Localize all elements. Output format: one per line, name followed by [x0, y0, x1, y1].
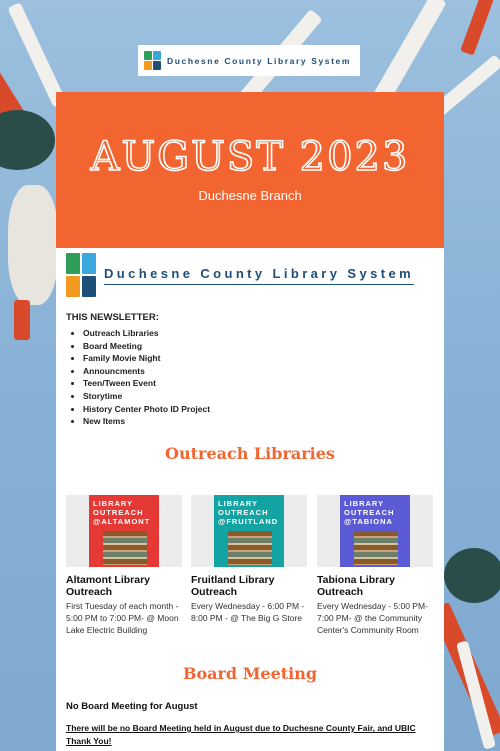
- card-title: Altamont Library Outreach: [66, 574, 151, 598]
- contents-item: • Outreach Libraries: [83, 327, 210, 340]
- hero-banner: [56, 92, 444, 248]
- branch-subtitle: Duchesne Branch: [198, 188, 302, 203]
- poster-image[interactable]: [66, 495, 182, 567]
- books-icon: [228, 531, 272, 565]
- books-icon: [103, 531, 147, 565]
- outreach-card-tabiona[interactable]: [317, 495, 435, 636]
- contents-item: • New Items: [83, 415, 210, 428]
- outreach-card-altamont[interactable]: [66, 495, 184, 636]
- brand-banner: [66, 253, 414, 297]
- poster-text: LIBRARY OUTREACH @FRUITLAND: [218, 499, 279, 526]
- contents-item: • Announcments: [83, 365, 210, 378]
- poster: [340, 495, 410, 567]
- poster-image[interactable]: [317, 495, 433, 567]
- header-logo[interactable]: [138, 45, 360, 76]
- board-thanks: Thank You!: [66, 735, 112, 746]
- card-description: First Tuesday of each month - 5:00 PM to 7:00 PM- @ Moon Lake Electric Building: [66, 601, 179, 635]
- newsletter-title: AUGUST 2023: [90, 134, 410, 180]
- board-meeting-notice: [66, 701, 434, 747]
- contents-item: • Family Movie Night: [83, 352, 210, 365]
- board-detail[interactable]: [66, 722, 434, 747]
- outreach-section-title: Outreach Libraries: [165, 444, 335, 463]
- poster-image[interactable]: [191, 495, 307, 567]
- poster-text: LIBRARY OUTREACH @TABIONA: [344, 499, 395, 526]
- poster: [89, 495, 159, 567]
- library-logo-icon: [144, 51, 161, 70]
- contents-item: • History Center Photo ID Project: [83, 403, 210, 416]
- outreach-card-fruitland[interactable]: [191, 495, 309, 624]
- board-section-title: Board Meeting: [182, 664, 318, 683]
- contents-item: • Teen/Tween Event: [83, 377, 210, 390]
- contents-item: • Storytime: [83, 390, 210, 403]
- card-title: Fruitland Library Outreach: [191, 574, 275, 598]
- contents-heading: THIS NEWSLETTER:: [66, 312, 159, 323]
- library-logo-icon: [66, 253, 96, 297]
- card-title: Tabiona Library Outreach: [317, 574, 395, 598]
- header-logo-text: Duchesne County Library System: [167, 55, 352, 66]
- board-detail-text: There will be no Board Meeting held in August due to Duchesne County Fair, and UBIC: [66, 723, 416, 733]
- card-description: Every Wednesday - 5:00 PM-7:00 PM- @ the Community Center's Community Room: [317, 601, 428, 635]
- newsletter-body: [56, 248, 444, 751]
- brand-name: Duchesne County Library System: [104, 266, 414, 285]
- books-icon: [354, 531, 398, 565]
- contents-item: • Board Meeting: [83, 340, 210, 353]
- board-headline: No Board Meeting for August: [66, 701, 198, 712]
- card-description: Every Wednesday - 6:00 PM - 8:00 PM - @ The Big G Store: [191, 601, 305, 623]
- poster: [214, 495, 284, 567]
- poster-text: LIBRARY OUTREACH @ALTAMONT: [93, 499, 151, 526]
- newsletter-contents: [66, 312, 210, 428]
